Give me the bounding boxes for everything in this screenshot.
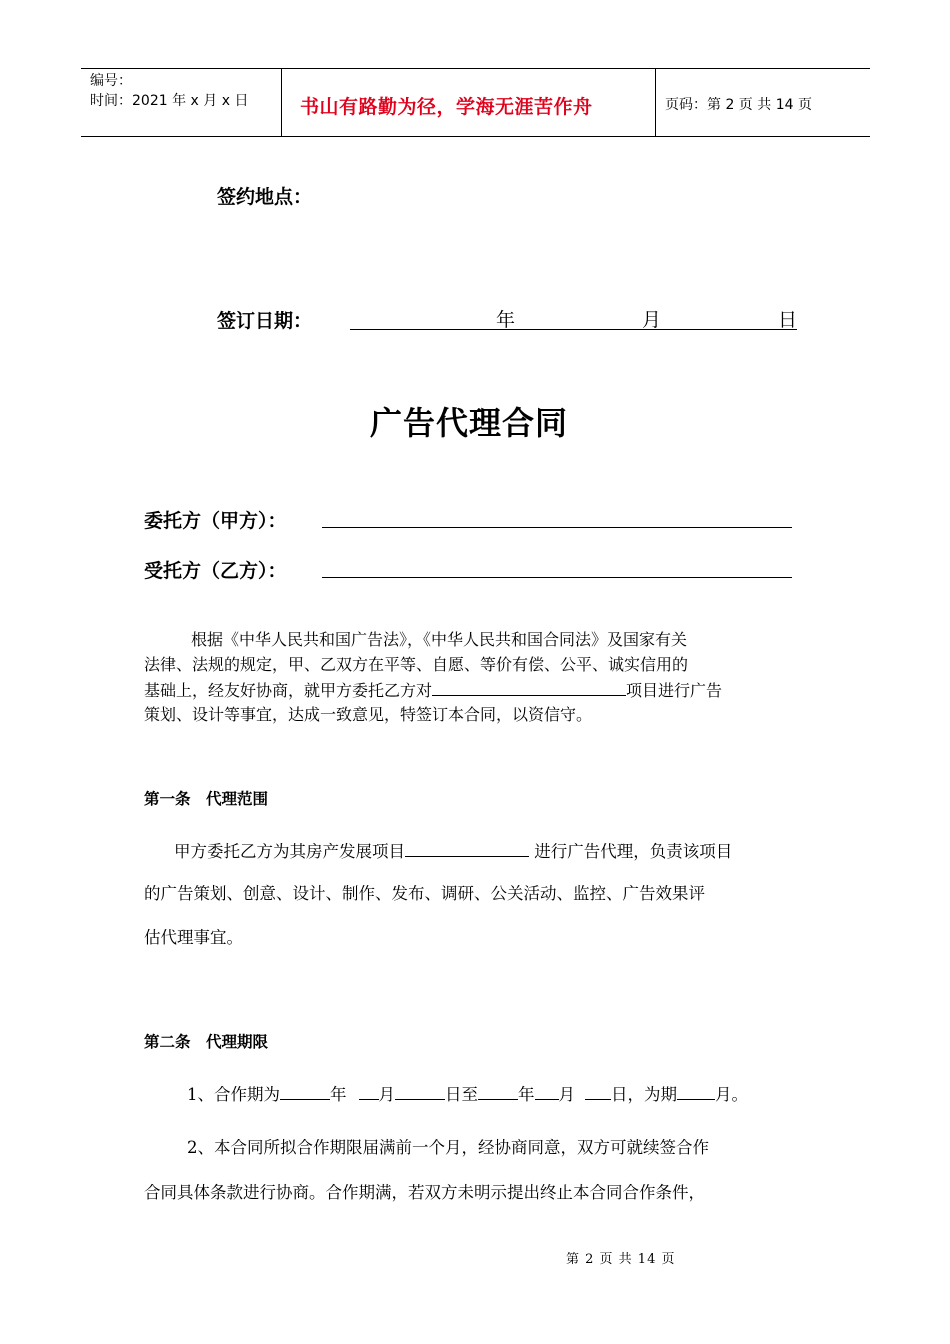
article-1-line-3: 估代理事宜。 [144,928,243,947]
party-a-underline [322,527,792,528]
article-2-item-2-line-1: 2、本合同所拟合作期限届满前一个月，经协商同意，双方可就续签合作 [187,1138,709,1157]
article-1-line-1 [174,838,732,862]
term-year-unit: 年 [330,1085,347,1104]
term-month2-unit: 月 [558,1085,575,1104]
term-start-month-blank [359,1081,379,1100]
preamble-line-3a: 基础上，经友好协商，就甲方委托乙方对 [144,681,433,700]
page-footer: 第 2 页 共 14 页 [566,1252,676,1267]
article-2-item-2-line-2: 合同具体条款进行协商。合作期满，若双方未明示提出终止本合同合作条件， [144,1183,705,1202]
party-b-underline [322,577,792,578]
contract-title: 广告代理合同 [370,404,569,442]
header-motto: 书山有路勤为径，学海无涯苦作舟 [300,96,593,118]
term-start-day-blank [395,1081,445,1100]
article-1-heading: 第一条 代理范围 [144,790,269,808]
term-month-unit: 月 [378,1085,395,1104]
term-months-unit: 月。 [715,1085,748,1104]
party-a-label: 委托方（甲方）： [144,510,287,532]
preamble-line-3 [144,677,722,703]
term-end-month-blank [535,1081,559,1100]
header-divider-right [655,68,656,136]
serial-label: 编号： [90,73,132,89]
signing-place-label: 签约地点： [217,186,313,208]
article-1-line-2: 的广告策划、创意、设计、制作、发布、调研、公关活动、监控、广告效果评 [144,884,705,903]
header-top-rule [81,68,870,69]
preamble-line-3b: 项目进行广告 [626,681,723,700]
article-1-line-1a: 甲方委托乙方为其房产发展项目 [174,842,405,861]
preamble-line-2: 法律、法规的规定，甲、乙双方在平等、自愿、等价有偿、公平、诚实信用的 [144,655,689,674]
article-1-line-1b: 进行广告代理，负责该项目 [529,842,733,861]
term-end-year-blank [478,1081,518,1100]
party-b-label: 受托方（乙方）： [144,560,287,582]
article-2-heading: 第二条 代理期限 [144,1033,269,1051]
signing-year-unit: 年 [496,309,516,331]
signing-date-underline [350,329,797,330]
header-divider-left [281,68,282,136]
development-project-blank [405,838,529,857]
signing-date-label: 签订日期： [217,310,313,332]
term-months-blank [677,1081,715,1100]
term-year2-unit: 年 [518,1085,535,1104]
page-info: 页码：第 2 页 共 14 页 [665,97,812,113]
preamble-line-1: 根据《中华人民共和国广告法》，《中华人民共和国合同法》及国家有关 [191,630,688,649]
preamble-line-4: 策划、设计等事宜，达成一致意见，特签订本合同，以资信守。 [144,705,593,724]
term-prefix: 1、合作期为 [187,1085,280,1104]
term-end-day-blank [585,1081,611,1100]
term-start-year-blank [280,1081,330,1100]
signing-month-unit: 月 [642,309,662,331]
project-name-blank [432,677,626,696]
time-label: 时间：2021 年 x 月 x 日 [90,93,249,109]
header-bottom-rule [81,136,870,137]
article-2-item-1 [187,1081,748,1105]
term-day-to: 日至 [445,1085,478,1104]
term-day2-duration: 日，为期 [611,1085,677,1104]
signing-day-unit: 日 [778,309,798,331]
